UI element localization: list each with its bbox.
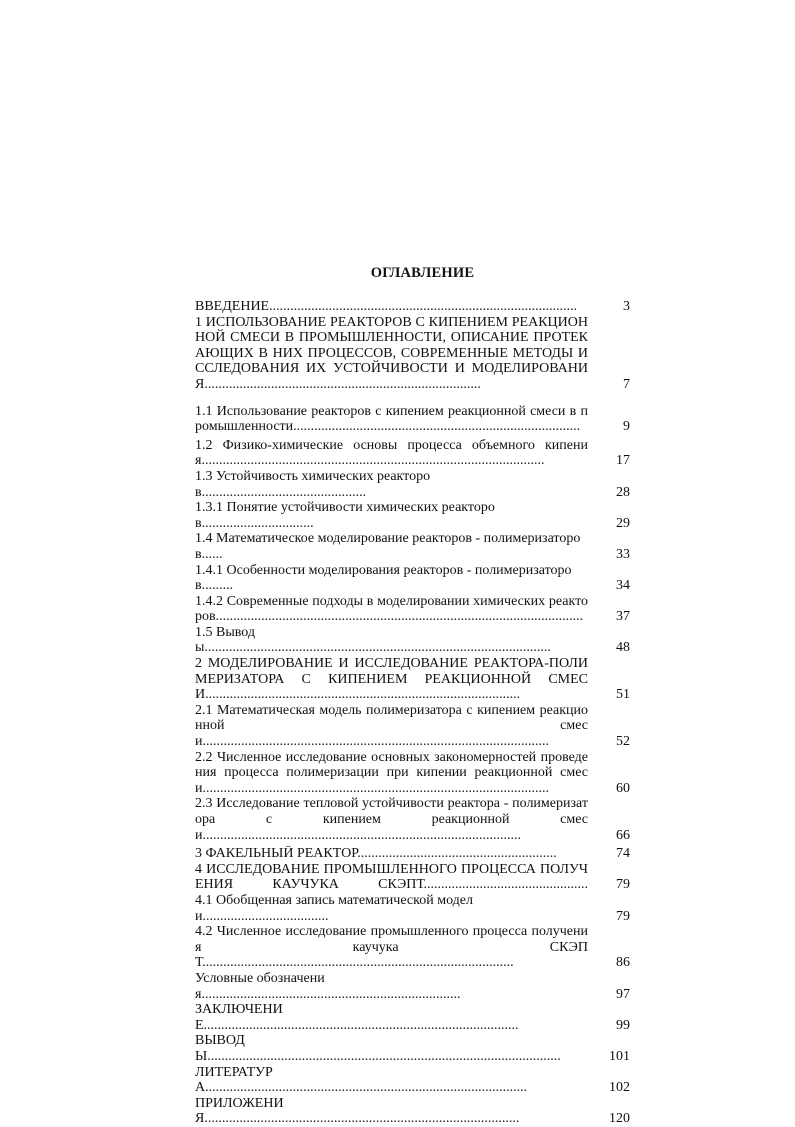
toc-entry-page: 52 bbox=[616, 734, 630, 750]
toc-entry-page: 3 bbox=[623, 299, 630, 314]
toc-entry-page: 48 bbox=[616, 640, 630, 656]
toc-entry-section-4-2[interactable] bbox=[195, 924, 630, 971]
toc-entry-text: ЗАКЛЮЧЕНИЕ.......................................................................................... bbox=[195, 1002, 519, 1033]
toc-entry-page: 9 bbox=[623, 419, 630, 435]
toc-entry-section-1-4-1[interactable] bbox=[195, 563, 630, 594]
toc-entry-page: 66 bbox=[616, 827, 630, 843]
toc-entry-conclusion[interactable] bbox=[195, 1002, 630, 1033]
toc-entry-text: Условные обозначения.......................................................................... bbox=[195, 970, 461, 1002]
toc-entry-text: 1.1 Использование реакторов с кипением реакционной смеси в промышленности.................................................................................. bbox=[195, 403, 588, 435]
toc-entry-section-2-3[interactable] bbox=[195, 796, 630, 843]
toc-entry-section-1-4[interactable] bbox=[195, 531, 630, 562]
toc-entry-page: 33 bbox=[616, 546, 630, 562]
toc-entry-section-2-1[interactable] bbox=[195, 703, 630, 750]
toc-entry-text: 1.3 Устойчивость химических реакторов............................................... bbox=[195, 468, 431, 500]
toc-entry-references[interactable] bbox=[195, 1065, 630, 1096]
toc-entry-chapter-4[interactable] bbox=[195, 862, 630, 893]
toc-entry-page: 37 bbox=[616, 609, 630, 625]
toc-entry-page: 17 bbox=[616, 453, 630, 469]
toc-entry-text: ЛИТЕРАТУРА............................................................................................ bbox=[195, 1064, 528, 1096]
toc-entry-findings[interactable] bbox=[195, 1033, 630, 1064]
toc-entry-page: 97 bbox=[616, 986, 630, 1002]
toc-entry-section-2-2[interactable] bbox=[195, 750, 630, 797]
toc-entry-chapter-1[interactable] bbox=[195, 315, 630, 393]
toc-entry-page: 79 bbox=[616, 908, 630, 924]
toc-entry-appendices[interactable] bbox=[195, 1096, 630, 1127]
toc-entry-section-4-1[interactable] bbox=[195, 893, 630, 924]
toc-entry-text: 2.3 Исследование тепловой устойчивости реактора - полимеризатора с кипением реакционной смеси........................................................................................... bbox=[195, 796, 588, 843]
toc-entry-section-1-3-1[interactable] bbox=[195, 500, 630, 531]
toc-entry-text: 1.2 Физико-химические основы процесса объемного кипения.................................................................................................. bbox=[195, 437, 588, 469]
toc-entry-section-1-2[interactable] bbox=[195, 438, 630, 469]
toc-entry-section-1-4-2[interactable] bbox=[195, 594, 630, 625]
toc-entry-text: 3 ФАКЕЛЬНЫЙ РЕАКТОР......................................................... bbox=[195, 846, 557, 862]
toc-entry-page: 29 bbox=[616, 515, 630, 531]
toc-entry-text: 1.3.1 Понятие устойчивости химических реакторов................................ bbox=[195, 500, 495, 531]
toc-entry-chapter-3[interactable] bbox=[195, 846, 630, 862]
toc-entry-text: 4 ИССЛЕДОВАНИЕ ПРОМЫШЛЕННОГО ПРОЦЕССА ПОЛУЧЕНИЯ КАУЧУКА СКЭПТ............................................... bbox=[195, 861, 588, 893]
toc-entry-text: 1.4 Математическое моделирование реакторов - полимеризаторов...... bbox=[195, 531, 581, 562]
toc-entry-text: 4.1 Обобщенная запись математической модели.................................... bbox=[195, 892, 473, 924]
toc-entry-text: ВЫВОДЫ..................................................................................................... bbox=[195, 1033, 561, 1064]
toc-entry-page: 120 bbox=[609, 1111, 630, 1127]
toc-entry-text: 1.5 Выводы................................................................................................... bbox=[195, 624, 551, 656]
toc-entry-section-1-1[interactable] bbox=[195, 404, 630, 435]
toc-entry-text: ПРИЛОЖЕНИЯ.......................................................................................... bbox=[195, 1095, 520, 1127]
toc-entry-section-1-5[interactable] bbox=[195, 625, 630, 656]
toc-entry-chapter-2[interactable] bbox=[195, 656, 630, 703]
toc-entry-page: 60 bbox=[616, 780, 630, 796]
toc-entry-introduction[interactable] bbox=[195, 299, 630, 315]
toc-entry-notation[interactable] bbox=[195, 971, 630, 1002]
toc-entry-page: 99 bbox=[616, 1017, 630, 1033]
toc-entry-text: 2 МОДЕЛИРОВАНИЕ И ИССЛЕДОВАНИЕ РЕАКТОРА-ПОЛИМЕРИЗАТОРА С КИПЕНИЕМ РЕАКЦИОННОЙ СМЕСИ.......................................................................................... bbox=[195, 656, 588, 703]
toc-entry-text: 2.2 Численное исследование основных закономерностей проведения процесса полимеризации при кипении реакционной смеси................................................................................................... bbox=[195, 749, 588, 796]
toc-entry-page: 102 bbox=[609, 1080, 630, 1096]
toc-entry-page: 7 bbox=[623, 376, 630, 392]
toc-entry-page: 28 bbox=[616, 484, 630, 500]
toc-entry-page: 101 bbox=[609, 1048, 630, 1064]
toc-entry-section-1-3[interactable] bbox=[195, 469, 630, 500]
toc-entry-page: 74 bbox=[616, 846, 630, 862]
toc-entry-text: 2.1 Математическая модель полимеризатора с кипением реакционной смеси................................................................................................... bbox=[195, 702, 588, 750]
toc-entry-page: 86 bbox=[616, 955, 630, 971]
toc-entry-page: 79 bbox=[616, 877, 630, 893]
page-title: ОГЛАВЛЕНИЕ bbox=[370, 265, 475, 281]
toc-entry-page: 34 bbox=[616, 578, 630, 594]
toc-entry-page: 51 bbox=[616, 687, 630, 703]
toc-entry-text: ВВЕДЕНИЕ........................................................................................ bbox=[195, 299, 578, 314]
table-of-contents bbox=[195, 299, 630, 1127]
toc-entry-text: 1 ИСПОЛЬЗОВАНИЕ РЕАКТОРОВ С КИПЕНИЕМ РЕАКЦИОННОЙ СМЕСИ В ПРОМЫШЛЕННОСТИ, ОПИСАНИЕ ПРОТЕКАЮЩИХ В НИХ ПРОЦЕССОВ, СОВРЕМЕННЫЕ МЕТОДЫ ИССЛЕДОВАНИЯ ИХ УСТОЙЧИВОСТИ И МОДЕЛИРОВАНИЯ............................................................................... bbox=[195, 314, 588, 392]
toc-entry-text: 4.2 Численное исследование промышленного процесса получения каучука СКЭПТ......................................................................................... bbox=[195, 924, 588, 971]
toc-entry-text: 1.4.1 Особенности моделирования реакторов - полимеризаторов......... bbox=[195, 562, 572, 594]
toc-entry-text: 1.4.2 Современные подходы в моделировании химических реакторов......................................................................................................... bbox=[195, 593, 588, 625]
